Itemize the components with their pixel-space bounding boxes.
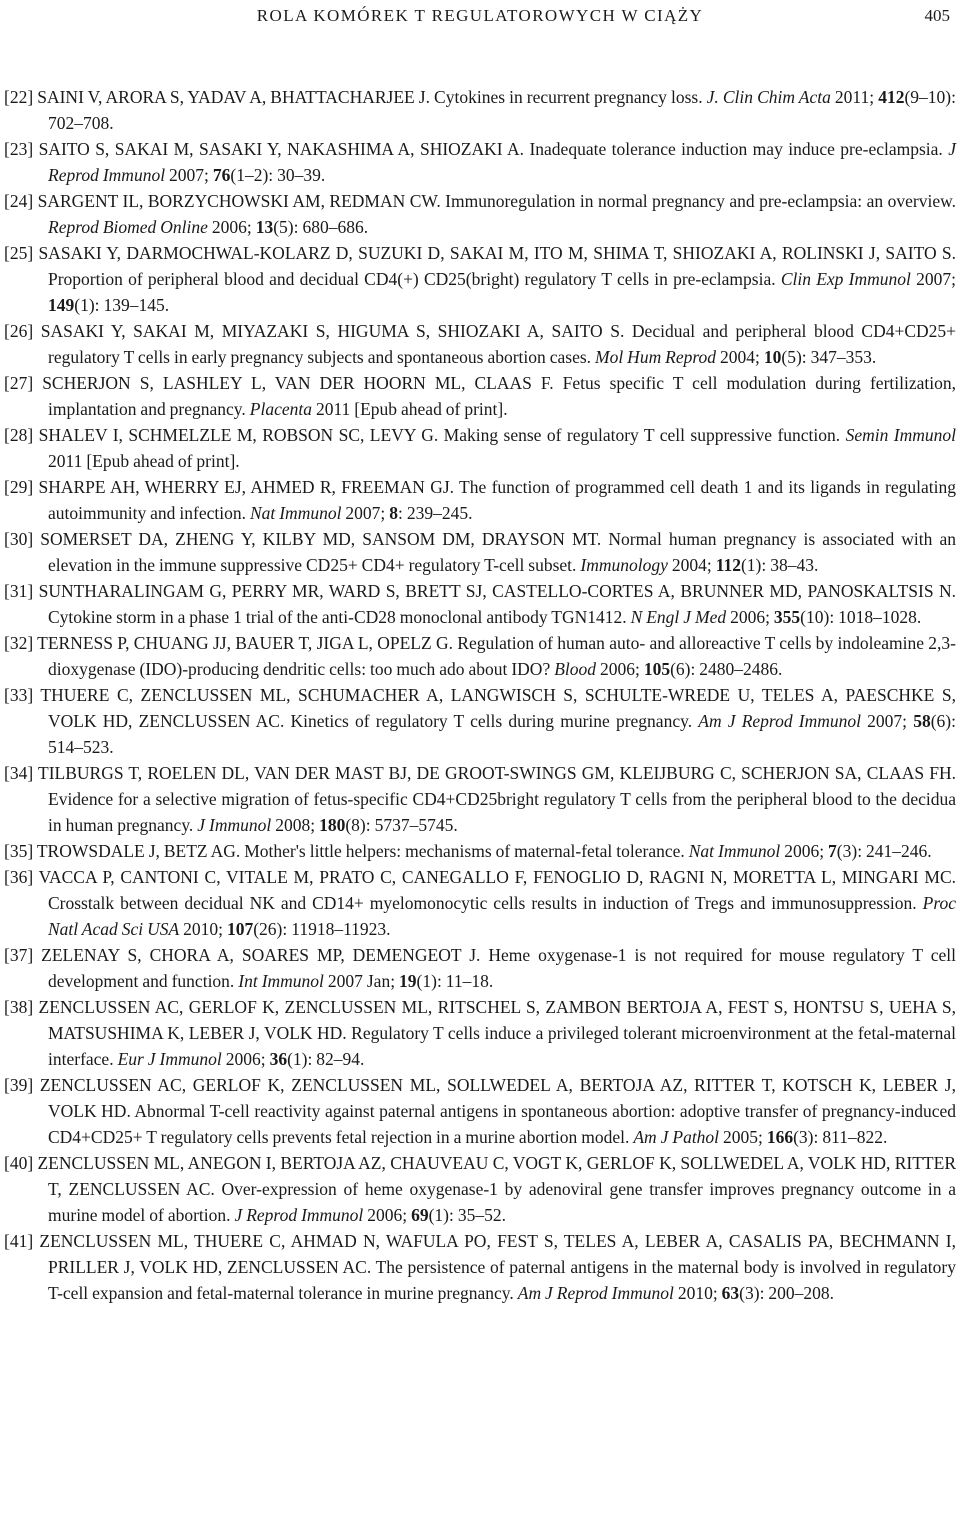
reference-journal: J. Clin Chim Acta [706, 87, 831, 107]
reference-text: (26): 11918–11923. [253, 919, 391, 939]
reference-text: TILBURGS T, ROELEN DL, VAN DER MAST BJ, DE GROOT-SWINGS GM, KLEIJBURG C, SCHERJON SA, CLAAS FH. Evidence for a selective migration of fetus-specific CD4+CD25bright regulatory T cells from the peripheral blood to the decidua in human pregnancy. [38, 763, 956, 835]
reference-entry [0, 1150, 960, 1228]
reference-text: 2008; [271, 815, 320, 835]
reference-entry [0, 630, 960, 682]
reference-journal: Reprod Biomed Online [48, 217, 208, 237]
page-number: 405 [924, 6, 950, 25]
reference-volume: 10 [763, 347, 782, 367]
reference-text: 2007; [341, 503, 390, 523]
reference-entry [0, 1228, 960, 1306]
reference-journal: Clin Exp Immunol [780, 269, 911, 289]
reference-text: SHALEV I, SCHMELZLE M, ROBSON SC, LEVY G. Making sense of regulatory T cell suppressive function. [38, 425, 846, 445]
running-title: ROLA KOMÓREK T REGULATOROWYCH W CIĄŻY [256, 6, 704, 25]
reference-text: 2004; [667, 555, 716, 575]
reference-volume: 149 [48, 295, 75, 315]
reference-text: ZENCLUSSEN AC, GERLOF K, ZENCLUSSEN ML, RITSCHEL S, ZAMBON BERTOJA A, FEST S, HONTSU S, UEHA S, MATSUSHIMA K, LEBER J, VOLK HD. Regulatory T cells induce a privileged tolerant microenvironment at the fetal-maternal interface. [38, 997, 956, 1069]
reference-text: (3): 241–246. [836, 841, 932, 861]
reference-volume: 58 [913, 711, 931, 731]
reference-number: [27] [4, 373, 34, 393]
reference-text: ZELENAY S, CHORA A, SOARES MP, DEMENGEOT J. Heme oxygenase-1 is not required for mouse regulatory T cell development and function. [41, 945, 956, 991]
reference-text: 2007; [860, 711, 914, 731]
reference-entry [0, 1072, 960, 1150]
reference-number: [31] [4, 581, 34, 601]
reference-text: (3): 200–208. [739, 1283, 835, 1303]
reference-number: [29] [4, 477, 34, 497]
reference-journal: Nat Immunol [688, 841, 781, 861]
reference-journal: J Immunol [197, 815, 272, 835]
running-head [0, 2, 960, 32]
reference-volume: 76 [212, 165, 231, 185]
reference-journal: Am J Reprod Immunol [517, 1283, 674, 1303]
reference-journal: Am J Pathol [633, 1127, 720, 1147]
reference-entry [0, 682, 960, 760]
reference-journal: Eur J Immunol [117, 1049, 222, 1069]
reference-text: SOMERSET DA, ZHENG Y, KILBY MD, SANSOM DM, DRAYSON MT. Normal human pregnancy is associated with an elevation in the immune suppressive CD25+ CD4+ regulatory T-cell subset. [40, 529, 956, 575]
reference-number: [24] [4, 191, 34, 211]
reference-number: [40] [4, 1153, 34, 1173]
reference-journal: N Engl J Med [630, 607, 727, 627]
reference-text: (1): 82–94. [287, 1049, 365, 1069]
reference-text: (1): 139–145. [74, 295, 170, 315]
reference-text: ZENCLUSSEN ML, THUERE C, AHMAD N, WAFULA PO, FEST S, TELES A, LEBER A, CASALIS PA, BECHMANN I, PRILLER J, VOLK HD, ZENCLUSSEN AC. The persistence of paternal antigens in the maternal body is involved in regulatory T-cell expansion and fetal-maternal tolerance in murine pregnancy. [39, 1231, 956, 1303]
reference-text: 2011 [Epub ahead of print]. [311, 399, 508, 419]
reference-text: (6): 2480–2486. [670, 659, 783, 679]
reference-list [0, 84, 960, 1306]
reference-entry [0, 578, 960, 630]
reference-journal: Am J Reprod Immunol [698, 711, 861, 731]
reference-text: SUNTHARALINGAM G, PERRY MR, WARD S, BRETT SJ, CASTELLO-CORTES A, BRUNNER MD, PANOSKALTSIS N. Cytokine storm in a phase 1 trial of the anti-CD28 monoclonal antibody TGN1412. [38, 581, 957, 627]
reference-volume: 7 [828, 841, 837, 861]
reference-number: [22] [4, 87, 34, 107]
reference-text: SAINI V, ARORA S, YADAV A, BHATTACHARJEE J. Cytokines in recurrent pregnancy loss. [37, 87, 707, 107]
reference-journal: Nat Immunol [249, 503, 342, 523]
reference-volume: 107 [226, 919, 254, 939]
reference-text: 2007; [910, 269, 956, 289]
reference-text: 2006; [207, 217, 256, 237]
reference-volume: 8 [389, 503, 399, 523]
reference-journal: Placenta [249, 399, 312, 419]
reference-number: [33] [4, 685, 34, 705]
reference-text: THUERE C, ZENCLUSSEN ML, SCHUMACHER A, LANGWISCH S, SCHULTE-WREDE U, TELES A, PAESCHKE S, VOLK HD, ZENCLUSSEN AC. Kinetics of regulatory T cells during murine pregnancy. [40, 685, 956, 731]
reference-text: : 239–245. [398, 503, 473, 523]
reference-journal: Semin Immunol [845, 425, 957, 445]
reference-number: [34] [4, 763, 34, 783]
reference-text: 2005; [719, 1127, 767, 1147]
reference-number: [28] [4, 425, 34, 445]
reference-number: [25] [4, 243, 34, 263]
reference-number: [35] [4, 841, 34, 861]
reference-volume: 69 [411, 1205, 429, 1225]
reference-entry [0, 994, 960, 1072]
reference-text: (1): 11–18. [416, 971, 494, 991]
reference-text: (5): 347–353. [781, 347, 877, 367]
reference-text: (1–2): 30–39. [230, 165, 326, 185]
reference-text: 2006; [596, 659, 644, 679]
reference-number: [37] [4, 945, 34, 965]
reference-volume: 13 [255, 217, 274, 237]
reference-entry [0, 240, 960, 318]
reference-entry [0, 136, 960, 188]
reference-journal: Mol Hum Reprod [595, 347, 717, 367]
reference-entry [0, 942, 960, 994]
reference-text: SARGENT IL, BORZYCHOWSKI AM, REDMAN CW. Immunoregulation in normal pregnancy and pre-eclampsia: an overview. [37, 191, 956, 211]
reference-text: TROWSDALE J, BETZ AG. Mother's little helpers: mechanisms of maternal-fetal tolerance. [36, 841, 689, 861]
reference-volume: 166 [766, 1127, 794, 1147]
reference-text: 2006; [221, 1049, 270, 1069]
reference-text: 2006; [363, 1205, 412, 1225]
reference-entry [0, 526, 960, 578]
reference-volume: 105 [643, 659, 671, 679]
reference-volume: 19 [399, 971, 417, 991]
reference-number: [30] [4, 529, 34, 549]
reference-text: 2010; [673, 1283, 722, 1303]
reference-journal: J Reprod Immunol [48, 139, 956, 185]
reference-volume: 355 [773, 607, 801, 627]
reference-volume: 180 [319, 815, 346, 835]
reference-text: 2007 Jan; [323, 971, 400, 991]
reference-text: 2011 [Epub ahead of print]. [48, 451, 240, 471]
reference-text: SASAKI Y, DARMOCHWAL-KOLARZ D, SUZUKI D, SAKAI M, ITO M, SHIMA T, SHIOZAKI A, ROLINSKI J, SAITO S. Proportion of peripheral blood and decidual CD4(+) CD25(bright) regulatory T cells in pre-eclampsia. [38, 243, 956, 289]
reference-text: SHARPE AH, WHERRY EJ, AHMED R, FREEMAN GJ. The function of programmed cell death 1 and its ligands in regulating autoimmunity and infection. [38, 477, 956, 523]
reference-number: [36] [4, 867, 34, 887]
reference-volume: 412 [878, 87, 905, 107]
reference-entry [0, 864, 960, 942]
reference-volume: 36 [269, 1049, 288, 1069]
reference-journal: Proc Natl Acad Sci USA [48, 893, 956, 939]
reference-entry [0, 422, 960, 474]
reference-journal: J Reprod Immunol [234, 1205, 364, 1225]
reference-entry [0, 370, 960, 422]
reference-volume: 63 [721, 1283, 740, 1303]
reference-text: 2011; [830, 87, 879, 107]
reference-text: 2010; [179, 919, 227, 939]
reference-text: SAITO S, SAKAI M, SASAKI Y, NAKASHIMA A, SHIOZAKI A. Inadequate tolerance induction may induce pre-eclampsia. [38, 139, 949, 159]
reference-entry [0, 188, 960, 240]
reference-text: SCHERJON S, LASHLEY L, VAN DER HOORN ML, CLAAS F. Fetus specific T cell modulation during fertilization, implantation and pregnancy. [42, 373, 956, 419]
reference-text: VACCA P, CANTONI C, VITALE M, PRATO C, CANEGALLO F, FENOGLIO D, RAGNI N, MORETTA L, MINGARI MC. Crosstalk between decidual NK and CD14+ myelomonocytic cells results in induction of Tregs and immunosuppression. [38, 867, 956, 913]
reference-journal: Int Immunol [238, 971, 324, 991]
reference-text: (1): 35–52. [428, 1205, 506, 1225]
reference-text: (8): 5737–5745. [345, 815, 458, 835]
reference-entry [0, 84, 960, 136]
reference-text: ZENCLUSSEN AC, GERLOF K, ZENCLUSSEN ML, SOLLWEDEL A, BERTOJA AZ, RITTER T, KOTSCH K, LEBER J, VOLK HD. Abnormal T-cell reactivity against paternal antigens in spontaneous abortion: adoptive transfer of pregnancy-induced CD4+CD25+ T regulatory cells prevents fetal rejection in a murine abortion model. [39, 1075, 956, 1147]
reference-text: 2007; [165, 165, 213, 185]
reference-text: 2004; [716, 347, 764, 367]
reference-text: (9–10): 702–708. [48, 87, 956, 133]
reference-text: (5): 680–686. [273, 217, 369, 237]
reference-entry [0, 838, 960, 864]
reference-text: (6): 514–523. [48, 711, 956, 757]
reference-text: (3): 811–822. [793, 1127, 888, 1147]
reference-number: [26] [4, 321, 34, 341]
reference-text: TERNESS P, CHUANG JJ, BAUER T, JIGA L, OPELZ G. Regulation of human auto- and alloreactive T cells by indoleamine 2,3-dioxygenase (IDO)-producing dendritic cells: too much ado about IDO? [37, 633, 956, 679]
reference-text: 2006; [726, 607, 774, 627]
reference-text: SASAKI Y, SAKAI M, MIYAZAKI S, HIGUMA S, SHIOZAKI A, SAITO S. Decidual and peripheral blood CD4+CD25+ regulatory T cells in early pregnancy subjects and spontaneous abortion cases. [40, 321, 957, 367]
reference-number: [32] [4, 633, 34, 653]
reference-journal: Immunology [580, 555, 668, 575]
reference-text: (1): 38–43. [740, 555, 819, 575]
reference-journal: Blood [554, 659, 596, 679]
reference-entry [0, 760, 960, 838]
reference-text: 2006; [780, 841, 829, 861]
reference-number: [23] [4, 139, 34, 159]
reference-text: ZENCLUSSEN ML, ANEGON I, BERTOJA AZ, CHAUVEAU C, VOGT K, GERLOF K, SOLLWEDEL A, VOLK HD, RITTER T, ZENCLUSSEN AC. Over-expression of heme oxygenase-1 by adenoviral gene transfer improves pregnancy outcome in a murine model of abortion. [37, 1153, 956, 1225]
reference-number: [39] [4, 1075, 34, 1095]
reference-volume: 112 [715, 555, 741, 575]
reference-entry [0, 318, 960, 370]
reference-entry [0, 474, 960, 526]
reference-text: (10): 1018–1028. [800, 607, 922, 627]
reference-number: [38] [4, 997, 34, 1017]
reference-number: [41] [4, 1231, 34, 1251]
